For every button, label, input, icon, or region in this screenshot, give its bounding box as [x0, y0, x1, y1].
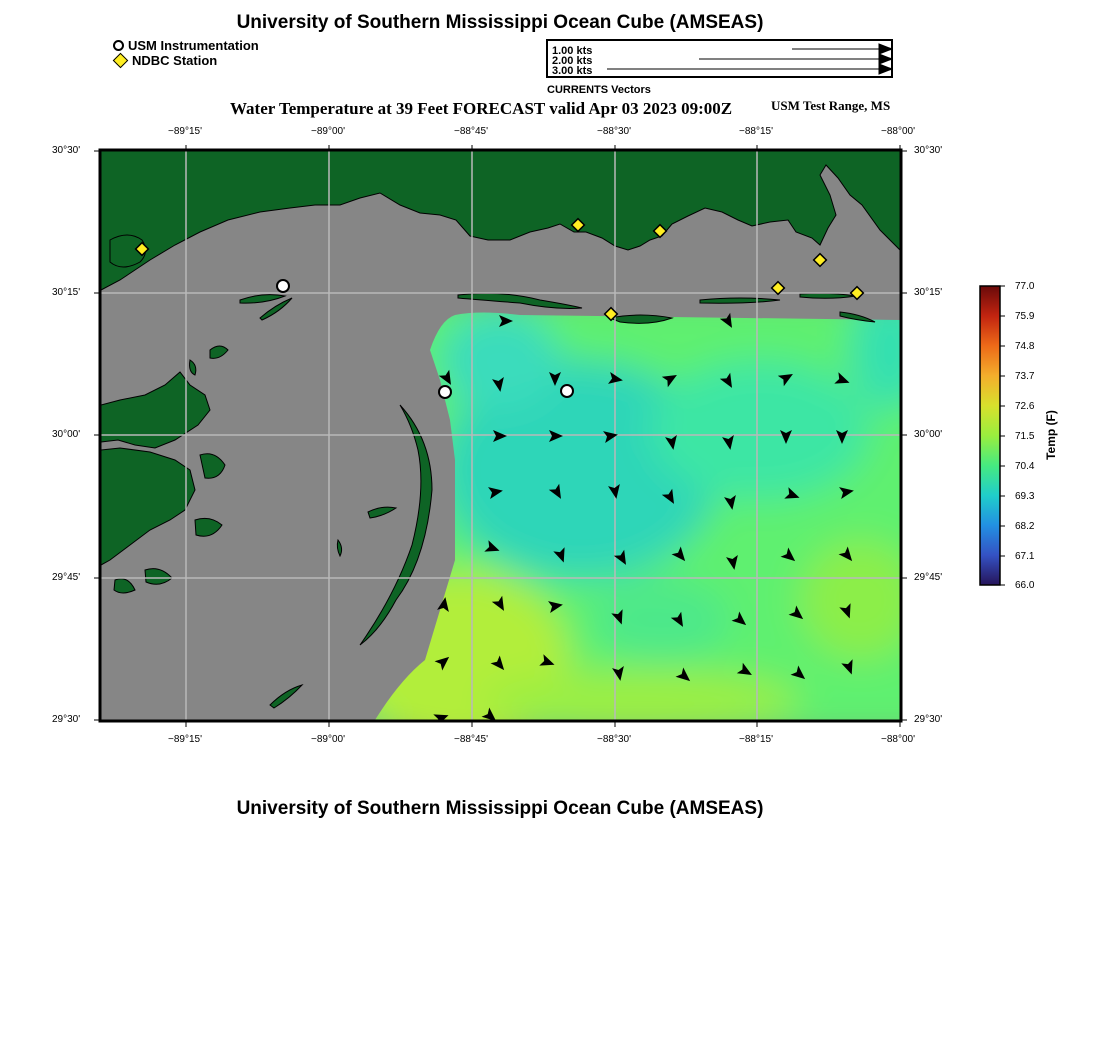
lon-tick-label: −88°15' — [739, 126, 773, 137]
lat-tick-label: 29°30' — [52, 714, 81, 725]
lat-tick-label: 29°45' — [52, 572, 81, 583]
lon-tick-label: −89°15' — [168, 734, 202, 745]
lon-tick-label: −88°45' — [454, 734, 488, 745]
lat-tick-label: 29°30' — [914, 714, 943, 725]
lon-tick-label: −88°30' — [597, 126, 631, 137]
lon-tick-label: −88°30' — [597, 734, 631, 745]
lat-tick-label: 30°00' — [52, 429, 81, 440]
lat-tick-label: 30°30' — [914, 145, 943, 156]
map-subtitle: Water Temperature at 39 Feet FORECAST valid Apr 03 2023 09:00Z — [230, 99, 733, 118]
lon-tick-label: −89°00' — [311, 126, 345, 137]
lat-tick-label: 29°45' — [914, 572, 943, 583]
colorbar-tick: 69.3 — [1015, 491, 1035, 502]
bottom-title: University of Southern Mississippi Ocean Cube (AMSEAS) — [236, 798, 764, 819]
colorbar-tick: 70.4 — [1015, 461, 1035, 472]
lat-tick-label: 30°15' — [52, 287, 81, 298]
colorbar-tick: 77.0 — [1015, 281, 1035, 292]
colorbar — [975, 280, 1015, 592]
page-title: University of Southern Mississippi Ocean Cube (AMSEAS) — [236, 12, 764, 33]
lon-tick-label: −89°15' — [168, 126, 202, 137]
colorbar-tick: 67.1 — [1015, 551, 1035, 562]
colorbar-tick: 72.6 — [1015, 401, 1035, 412]
colorbar-tick: 75.9 — [1015, 311, 1035, 322]
colorbar-tick: 73.7 — [1015, 371, 1035, 382]
vector-key-3kt: 3.00 kts — [552, 65, 593, 77]
lon-tick-label: −88°45' — [454, 126, 488, 137]
lat-tick-label: 30°30' — [52, 145, 81, 156]
vector-key-2kt: 2.00 kts — [552, 55, 593, 67]
colorbar-tick: 68.2 — [1015, 521, 1035, 532]
legend-ndbc-label: NDBC Station — [132, 53, 218, 68]
lon-tick-label: −88°15' — [739, 734, 773, 745]
lon-tick-label: −89°00' — [311, 734, 345, 745]
colorbar-tick: 74.8 — [1015, 341, 1035, 352]
lon-tick-label: −88°00' — [881, 126, 915, 137]
colorbar-label: Temp (F) — [1044, 410, 1058, 460]
map-region: USM Test Range, MS — [771, 98, 891, 113]
usm-station — [277, 280, 289, 292]
lon-tick-label: −88°00' — [881, 734, 915, 745]
vector-key-caption: CURRENTS Vectors — [547, 84, 651, 96]
legend-usm-label: USM Instrumentation — [128, 38, 259, 53]
usm-station — [561, 385, 573, 397]
vector-key-1kt: 1.00 kts — [552, 45, 593, 57]
colorbar-tick: 71.5 — [1015, 431, 1035, 442]
lat-tick-label: 30°15' — [914, 287, 943, 298]
lat-tick-label: 30°00' — [914, 429, 943, 440]
usm-station — [439, 386, 451, 398]
colorbar-tick: 66.0 — [1015, 580, 1035, 591]
